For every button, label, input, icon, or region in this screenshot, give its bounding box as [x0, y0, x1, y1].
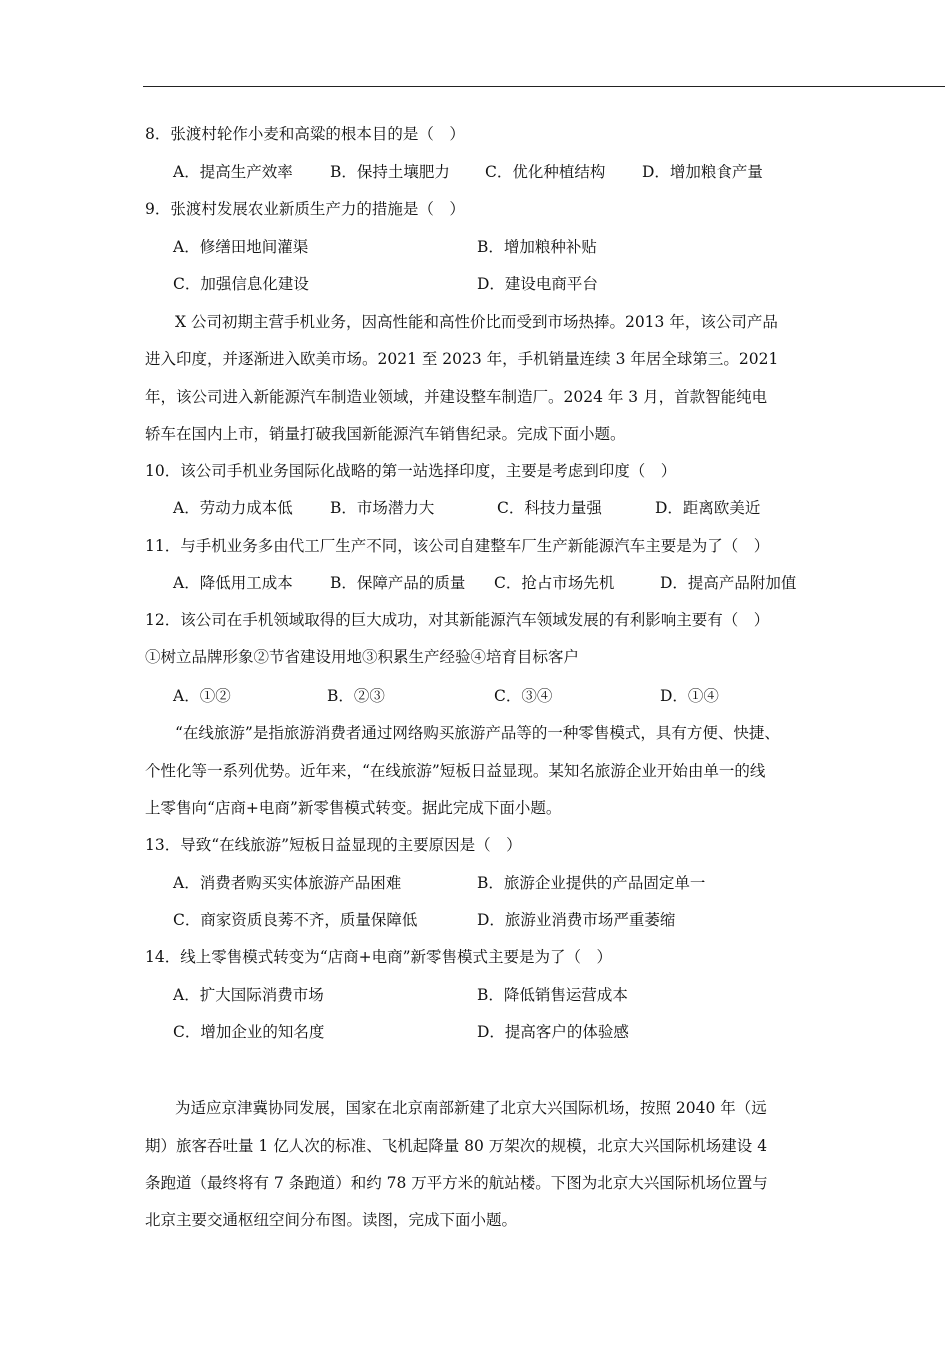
- q14-option-c: C．增加企业的知名度: [173, 1023, 325, 1041]
- question-10-stem: 10．该公司手机业务国际化战略的第一站选择印度，主要是考虑到印度（ ）: [145, 462, 677, 480]
- question-12-items: ①树立品牌形象②节省建设用地③积累生产经验④培育目标客户: [145, 648, 580, 666]
- q8-option-a: A．提高生产效率: [173, 163, 293, 181]
- q9-option-a: A．修缮田地间灌渠: [173, 238, 309, 256]
- q12-option-c: C．③④: [494, 687, 553, 705]
- q13-option-d: D．旅游业消费市场严重萎缩: [477, 911, 676, 929]
- passage-3-line-3: 条跑道（最终将有 7 条跑道）和约 78 万平方米的航站楼。下图为北京大兴国际机场位置与: [145, 1174, 768, 1192]
- question-14-stem: 14．线上零售模式转变为“店商+电商”新零售模式主要是为了（ ）: [145, 948, 613, 966]
- q13-option-b: B．旅游企业提供的产品固定单一: [477, 874, 706, 892]
- q11-option-c: C．抢占市场先机: [494, 574, 615, 592]
- q11-option-b: B．保障产品的质量: [330, 574, 466, 592]
- q14-option-d: D．提高客户的体验感: [477, 1023, 629, 1041]
- header-rule: [143, 86, 945, 87]
- question-8-stem: 8．张渡村轮作小麦和高粱的根本目的是（ ）: [145, 125, 465, 143]
- q14-option-a: A．扩大国际消费市场: [173, 986, 324, 1004]
- passage-2-line-1: “在线旅游”是指旅游消费者通过网络购买旅游产品等的一种零售模式，具有方便、快捷、: [175, 724, 780, 742]
- passage-3-line-2: 期）旅客吞吐量 1 亿人次的标准、飞机起降量 80 万架次的规模，北京大兴国际机场建设 4: [145, 1137, 768, 1155]
- q8-option-d: D．增加粮食产量: [642, 163, 763, 181]
- passage-3-line-1: 为适应京津冀协同发展，国家在北京南部新建了北京大兴国际机场，按照 2040 年（远: [175, 1099, 767, 1117]
- passage-2-line-2: 个性化等一系列优势。近年来，“在线旅游”短板日益显现。某知名旅游企业开始由单一的线: [145, 762, 766, 780]
- q8-option-b: B．保持土壤肥力: [330, 163, 450, 181]
- q11-option-d: D．提高产品附加值: [660, 574, 797, 592]
- passage-2-line-3: 上零售向“店商+电商”新零售模式转变。据此完成下面小题。: [145, 799, 562, 817]
- q8-option-c: C．优化种植结构: [485, 163, 606, 181]
- q9-option-c: C．加强信息化建设: [173, 275, 309, 293]
- q9-option-b: B．增加粮种补贴: [477, 238, 597, 256]
- q10-option-b: B．市场潜力大: [330, 499, 435, 517]
- q9-option-d: D．建设电商平台: [477, 275, 598, 293]
- passage-1-line-1: X 公司初期主营手机业务，因高性能和高性价比而受到市场热捧。2013 年，该公司产品: [175, 313, 778, 331]
- q11-option-a: A．降低用工成本: [173, 574, 293, 592]
- question-9-stem: 9．张渡村发展农业新质生产力的措施是（ ）: [145, 200, 465, 218]
- q13-option-c: C．商家资质良莠不齐，质量保障低: [173, 911, 418, 929]
- passage-1-line-2: 进入印度，并逐渐进入欧美市场。2021 至 2023 年，手机销量连续 3 年居全球第三。2021: [145, 350, 779, 368]
- q10-option-c: C．科技力量强: [497, 499, 602, 517]
- q10-option-d: D．距离欧美近: [655, 499, 761, 517]
- question-13-stem: 13．导致“在线旅游”短板日益显现的主要原因是（ ）: [145, 836, 522, 854]
- q14-option-b: B．降低销售运营成本: [477, 986, 628, 1004]
- q12-option-a: A．①②: [173, 687, 231, 705]
- q12-option-b: B．②③: [327, 687, 385, 705]
- question-11-stem: 11．与手机业务多由代工厂生产不同，该公司自建整车厂生产新能源汽车主要是为了（ ）: [145, 537, 770, 555]
- passage-3-line-4: 北京主要交通枢纽空间分布图。读图，完成下面小题。: [145, 1211, 518, 1229]
- q12-option-d: D．①④: [660, 687, 719, 705]
- passage-1-line-4: 轿车在国内上市，销量打破我国新能源汽车销售纪录。完成下面小题。: [145, 425, 626, 443]
- question-12-stem: 12．该公司在手机领域取得的巨大成功，对其新能源汽车领域发展的有利影响主要有（ ）: [145, 611, 770, 629]
- passage-1-line-3: 年，该公司进入新能源汽车制造业领域，并建设整车制造厂。2024 年 3 月，首款智能纯电: [145, 388, 768, 406]
- q13-option-a: A．消费者购买实体旅游产品困难: [173, 874, 402, 892]
- q10-option-a: A．劳动力成本低: [173, 499, 293, 517]
